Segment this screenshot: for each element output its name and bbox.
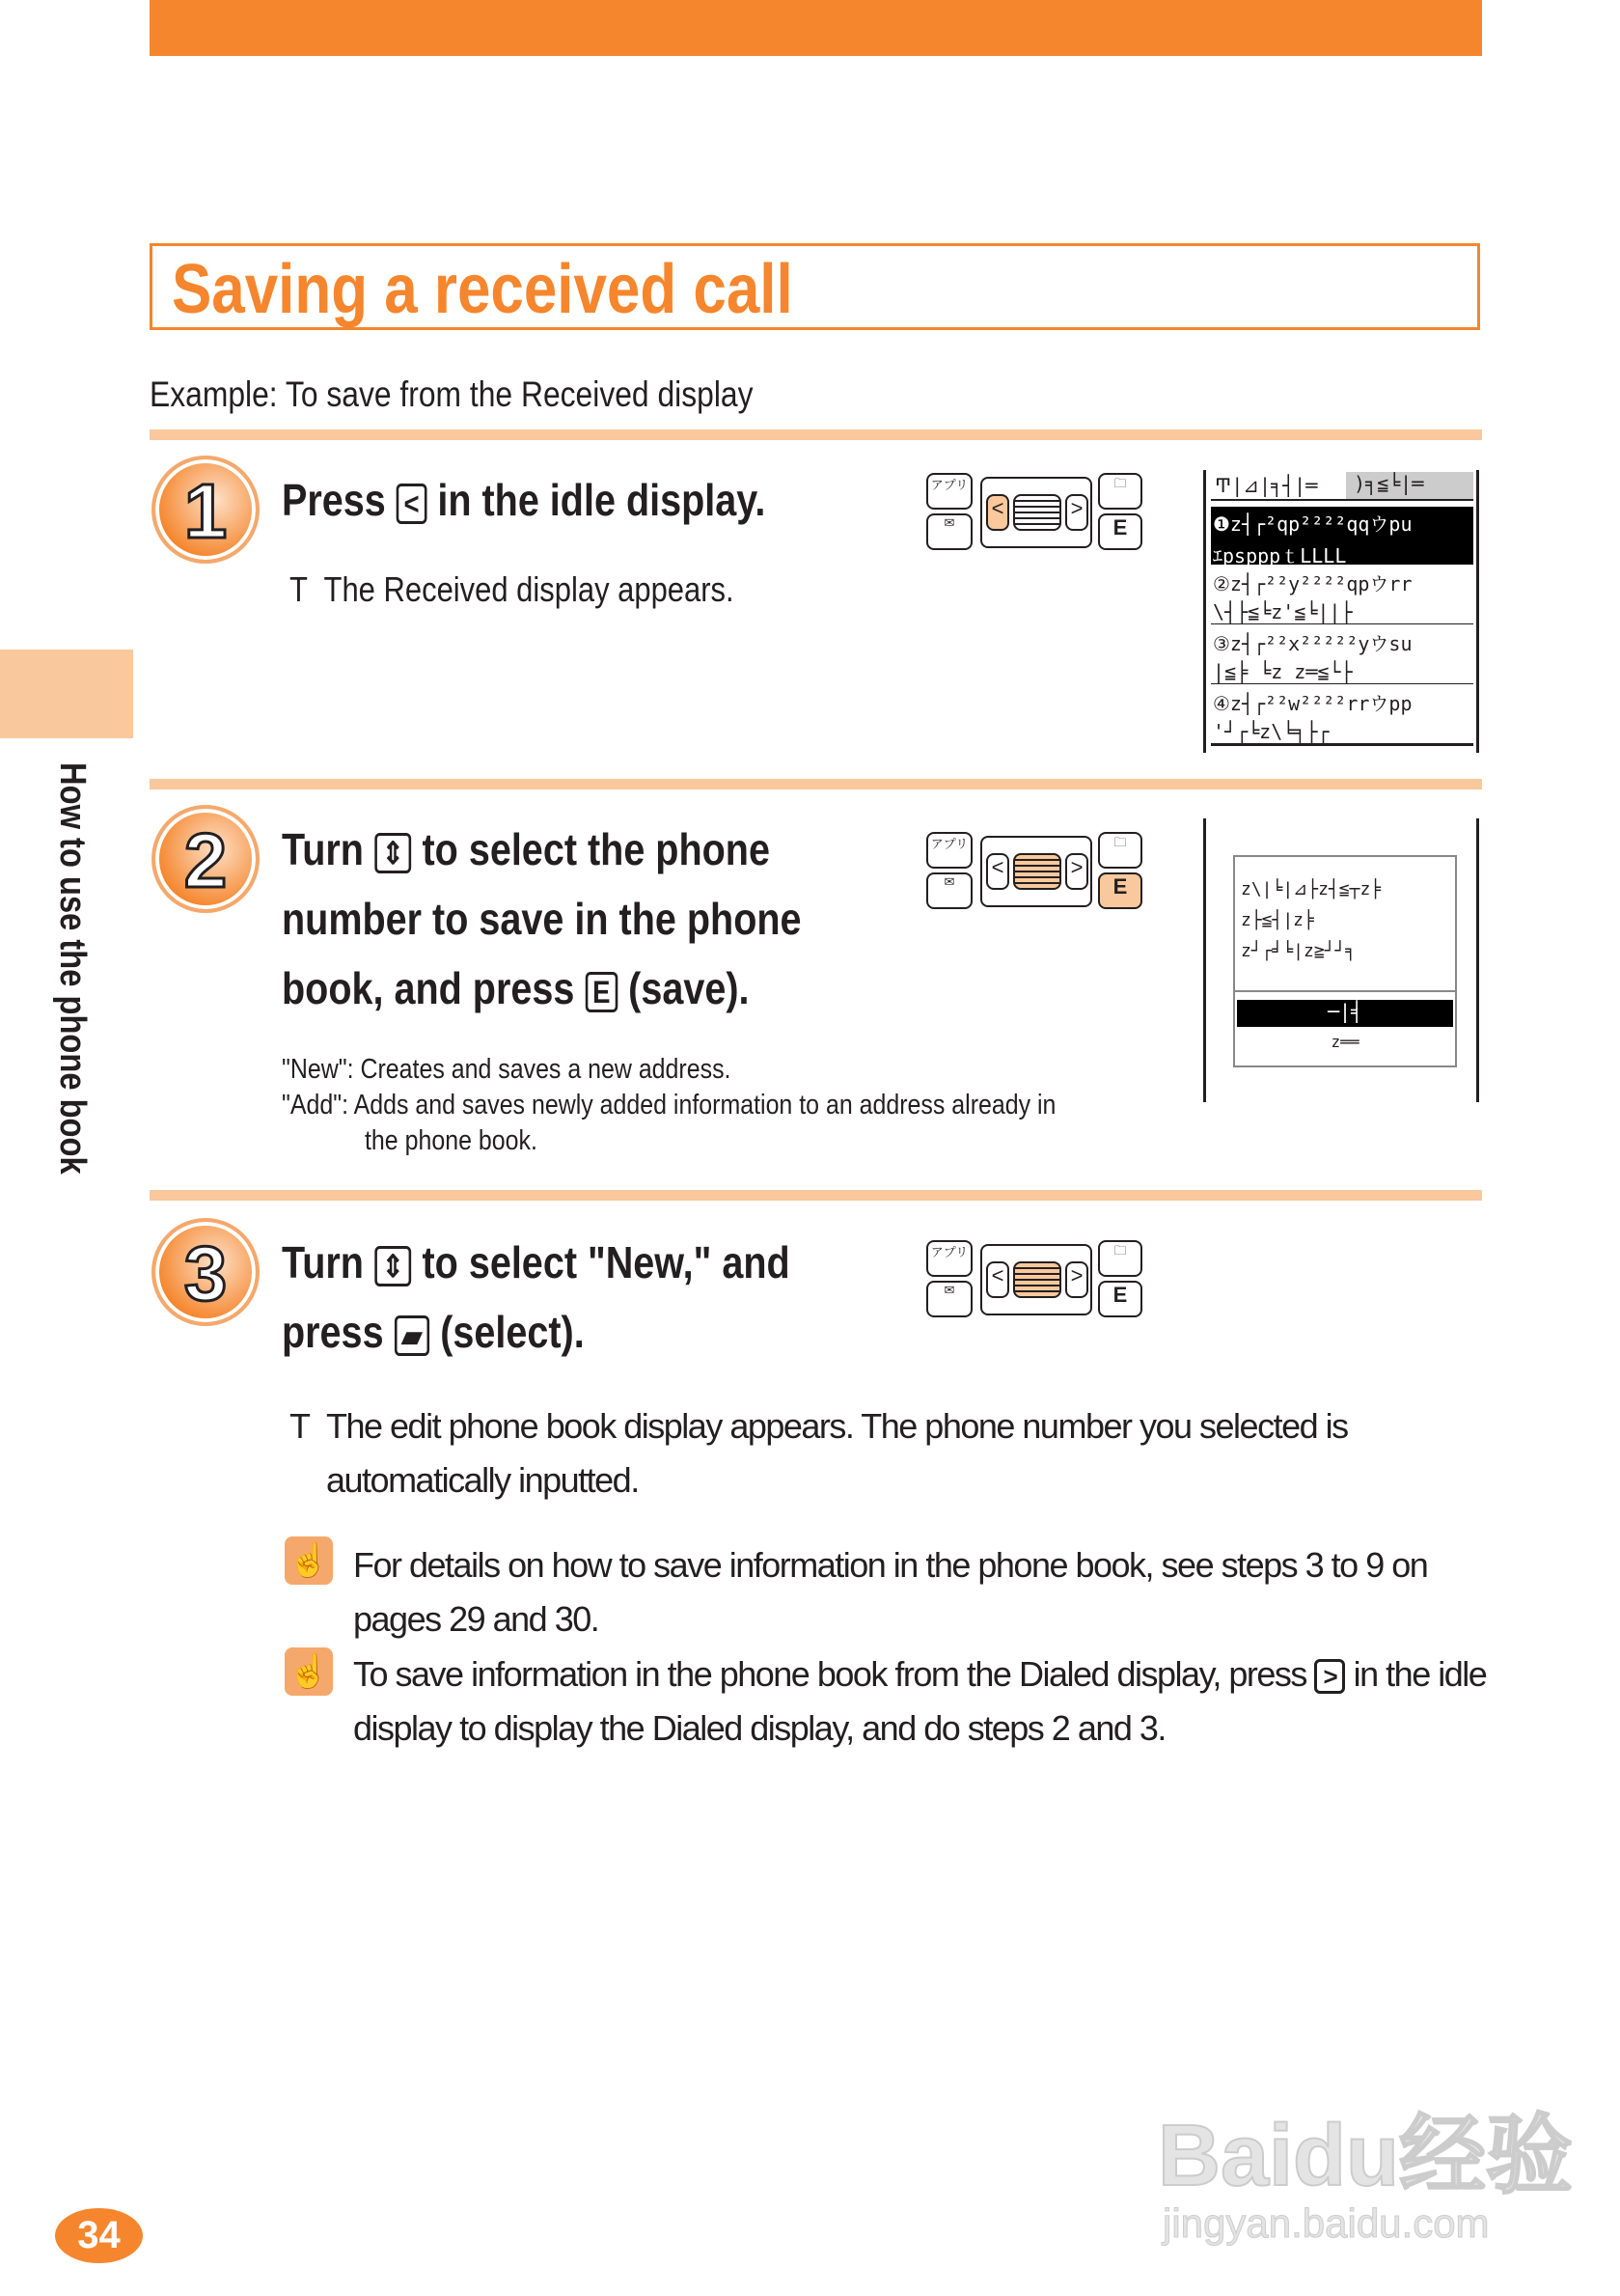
pointing-hand-icon: ☝ xyxy=(285,1536,333,1585)
step-3-badge: 3 xyxy=(151,1218,260,1326)
pointing-hand-icon: ☝ xyxy=(285,1647,333,1696)
select-key-icon: ▰ xyxy=(395,1315,430,1356)
divider xyxy=(150,779,1482,789)
call-row[interactable]: ④z┤┌²²w²²²²rrウpp '┘┌╘z\╘╕├┌ xyxy=(1211,686,1473,746)
divider xyxy=(150,429,1482,440)
call-row[interactable]: ②z┤┌²²y²²²²qpウrr \┤├≦╘z'≦╘||├ xyxy=(1211,567,1473,624)
top-banner xyxy=(150,0,1482,56)
step-3-result: The edit phone book display appears. The phone number you selected is automatically inputted. xyxy=(326,1406,1348,1500)
step-1-result: The Received display appears. xyxy=(323,569,734,609)
keypad-illustration: アプリ ✉ < > 🗀 E xyxy=(926,832,1143,911)
step-1-badge: 1 xyxy=(151,456,260,564)
mail-key-icon: ✉ xyxy=(926,872,973,909)
folder-key-icon: 🗀 xyxy=(1098,832,1142,869)
mail-key-icon: ✉ xyxy=(926,1281,973,1317)
right-key-icon: > xyxy=(1314,1659,1345,1694)
example-text: Example: To save from the Received display xyxy=(150,374,754,414)
side-tab-label: How to use the phone book xyxy=(52,762,93,1175)
step-1-heading: Press < in the idle display. xyxy=(282,475,766,525)
e-key-icon: E xyxy=(585,972,618,1012)
jog-dial-icon: ⇕ xyxy=(374,1246,412,1286)
step-2-heading: Turn ⇕ to select the phone number to save in the phone book, and press E (save). xyxy=(282,824,802,1013)
page-title: Saving a received call xyxy=(172,251,793,328)
jog-dial-icon xyxy=(1013,1261,1061,1298)
keypad-illustration: アプリ ✉ < > 🗀 E xyxy=(926,1240,1143,1319)
page-number: 34 xyxy=(55,2208,143,2263)
step-2-notes: "New": Creates and saves a new address. "Add": Adds and saves newly added information to an address already in the phone book. xyxy=(282,1054,1057,1156)
menu-option-add[interactable]: z══ xyxy=(1331,1033,1359,1051)
step-2-badge: 2 xyxy=(151,805,260,913)
mail-key-icon: ✉ xyxy=(926,513,973,550)
title-box xyxy=(150,243,1480,330)
keypad-illustration: アプリ ✉ < > 🗀 E xyxy=(926,473,1143,552)
folder-key-icon: 🗀 xyxy=(1098,1240,1142,1277)
selected-call-row[interactable]: ❶z┤┌²qp²²²²qqウpu ｴpspppｔLLLL xyxy=(1211,507,1473,565)
jog-dial-icon xyxy=(1013,494,1061,531)
received-display-screen: Ͳ|⊿|╕┤|═ )╕≦╘|═ ❶z┤┌²qp²²²²qqウpu ｴpspppｔLLLL ②z┤┌²²y²²²²qpウrr \┤├≦╘z'≦╘||├ ③z┤┌²²x²²²²²yウsu |≦╞ ╘z z═≦└├ ④z┤┌²²w²²²²rrウpp '┘┌╘z\╘╕├┌ xyxy=(1203,470,1479,753)
jog-dial-icon: ⇕ xyxy=(374,833,412,873)
call-row[interactable]: ③z┤┌²²x²²²²²yウsu |≦╞ ╘z z═≦└├ xyxy=(1211,626,1473,684)
baidu-watermark-logo: Baidu经验 xyxy=(1158,2108,1574,2204)
save-menu-screen: z\|╘|⊿├z┤≦┬z╞ z├≦┤|z╞ z┘┌╛╘|z≧┘┘╕ ─|╡ z══ xyxy=(1203,818,1479,1102)
jog-dial-icon xyxy=(1013,853,1061,890)
folder-key-icon: 🗀 xyxy=(1098,473,1142,510)
baidu-watermark-url: jingyan.baidu.com xyxy=(1163,2200,1490,2246)
side-tab xyxy=(0,650,133,738)
step-3-heading: Turn ⇕ to select "New," and press ▰ (select). xyxy=(282,1237,790,1357)
left-key-icon: < xyxy=(397,484,427,524)
divider xyxy=(150,1190,1482,1201)
tip-text: For details on how to save information in the phone book, see steps 3 to 9 on pages 29 and 30. xyxy=(353,1545,1428,1639)
menu-option-new[interactable]: ─|╡ xyxy=(1237,1000,1453,1027)
tip-text: To save information in the phone book from the Dialed display, press > in the idle display to display the Dialed display, and do steps 2 and 3. xyxy=(353,1654,1487,1748)
